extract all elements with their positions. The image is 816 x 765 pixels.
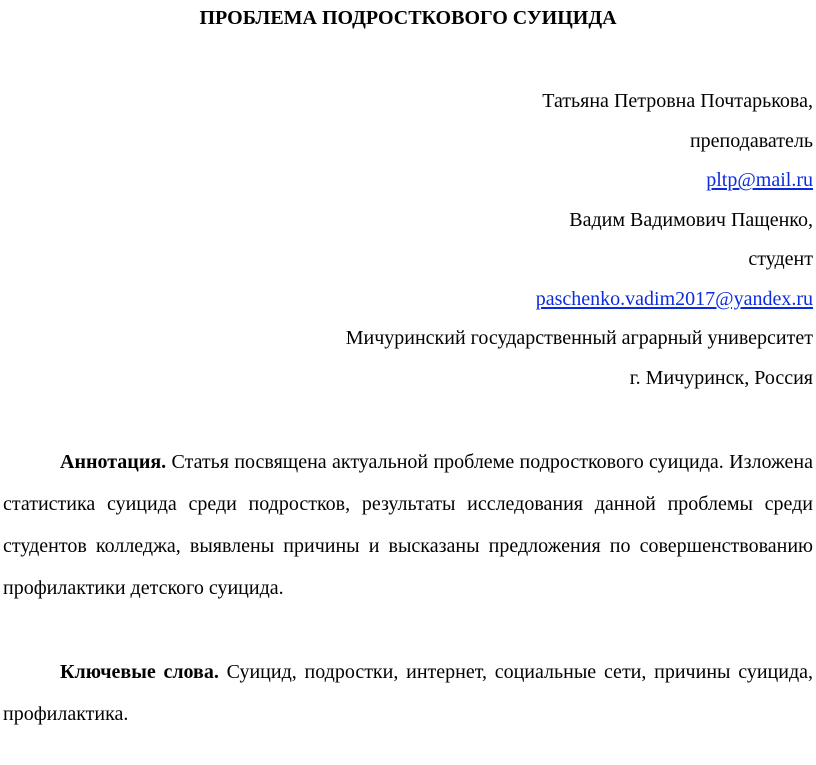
- author-email-link[interactable]: pltp@mail.ru: [706, 169, 813, 191]
- article-title: ПРОБЛЕМА ПОДРОСТКОВОГО СУИЦИДА: [199, 7, 617, 29]
- affiliation: Мичуринский государственный аграрный университет: [345, 327, 813, 349]
- keywords-text: Суицид, подростки, интернет, социальные сети, причины суицида, профилактика.: [3, 661, 813, 725]
- author-block: [113, 82, 813, 398]
- author-email-line: [113, 280, 813, 320]
- annotation-text: Статья посвящена актуальной проблеме подросткового суицида. Изложена статистика суицида среди подростков, результаты исследования данной проблемы среди студентов колледжа, выявлены причины и высказаны предложения по совершенствованию профилактики детского суицида.: [3, 451, 813, 599]
- annotation-paragraph: [3, 441, 813, 609]
- author-name: Вадим Вадимович Пащенко,: [569, 208, 813, 231]
- author-email-line: [113, 161, 813, 201]
- location: г. Мичуринск, Россия: [629, 366, 813, 389]
- annotation-label: Аннотация.: [60, 451, 167, 473]
- author-name: Татьяна Петровна Почтарькова,: [542, 90, 813, 112]
- author-role: студент: [748, 248, 813, 270]
- keywords-label: Ключевые слова.: [60, 661, 219, 683]
- keywords-paragraph: [3, 651, 813, 735]
- author-role: преподаватель: [689, 129, 813, 152]
- author-email-link[interactable]: paschenko.vadim2017@yandex.ru: [535, 287, 813, 310]
